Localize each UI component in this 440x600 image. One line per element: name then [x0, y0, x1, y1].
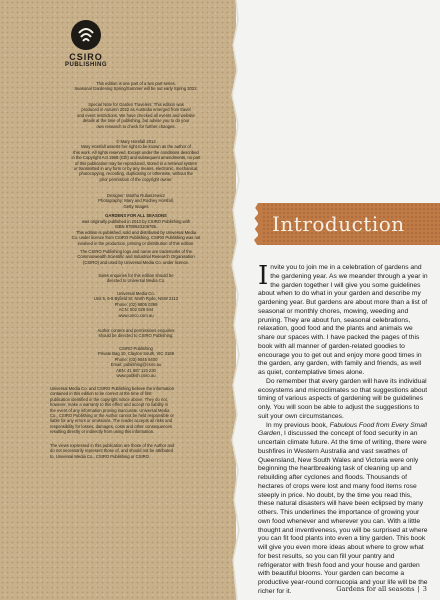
permissions-note: Author content and permissions enquiries should be directed to CSIRO Publishing:: [97, 328, 175, 339]
chapter-title-banner: [258, 203, 440, 245]
logo-wordmark: CSIRO: [69, 52, 103, 62]
chapter-body: [258, 261, 428, 597]
colophon: [50, 0, 222, 600]
copyright-notice: © Mary Horsfall 2012 Mary Horsfall asserts her right to be known as the author of this work. All rights reserved. Except under the conditions described in the Copyright Act 1968 (Cth) and subsequent amendments, no part of this publication may be reproduced, stored in a retrieval system or transmitted in any form or by any means, electronic, mechanical, photocopying, recording, duplicating or otherwise, without the prior permission of the copyright owner.: [71, 139, 201, 182]
special-note: Special Note for Garden Travelers: This edition was produced in Autumn 2022 as Australia emerged from travel and event restrictions. We have checked all events and website details at the time of publishing, but advise you to do your own research to check for further changes.: [77, 102, 195, 129]
page-number: 3: [422, 585, 427, 593]
sales-enquiries: Sales enquiries for this edition should be directed to Universal Media Co.: [98, 273, 174, 284]
drop-cap: I: [258, 261, 269, 291]
running-footer: [336, 585, 427, 593]
body-paragraph: Do remember that every garden will have its individual ecosystems and microclimates so that suggestions about timing of various aspects of gardening will be guidelines only. You will soon be able to adjust the suggestions to suit your own circumstances.: [258, 377, 428, 420]
series-body: was originally published in 2013 by CSIRO Publishing with ISBN 9780643106765. This edition is published, sold and distributed by Universal Media Co. under licence from CSIRO Publishing. CSIRO Publishing was not involved in the production, printing or distribution of this edition.: [71, 219, 201, 246]
umc-address: Universal Media Co. Unit 5, 6-8 Byfield St, North Ryde, NSW 2113 Phone: (02) 9805 0399 ACN: 002 028 944 www.umco.com.au: [94, 291, 178, 318]
running-title: Gardens for all seasons: [336, 585, 415, 593]
trademark-notice: The CSIRO Publishing logo and name are trademarks of the Commonwealth Scientific and Industrial Research Organisation (CSIRO) and used by Universal Media Co. under licence.: [77, 249, 195, 265]
csiro-address: CSIRO Publishing Private Bag 10, Clayton South, VIC 3169 Phone: (03) 9545 8400 Email: publishing@csiro.au ABN: 41 687 119 230 www.publish.csiro.au: [98, 346, 174, 379]
views-disclaimer: The views expressed in this publication are those of the Author and do not necessarily represent those of, and should not be attributed to, Universal Media Co., CSIRO Publishing or CSIRO.: [50, 443, 175, 459]
footer-separator: |: [417, 585, 420, 593]
body-paragraph: In my previous book, Fabulous Food from Every Small Garden, I discussed the concept of food security in an uncertain climate future. At the time of writing, there were bushfires in Western Australia and vast swathes of Queensland, New South Wales and Victoria were only beginning the heartbreaking task of cleaning up and rebuilding after cyclones and floods. Thousands of hectares of crops were lost and many food items rose steeply in price. No doubt, by the time you read this, these natural disasters will have been eclipsed by many others. This underlines the importance of growing your own food whenever and wherever you can. With a little thought and inventiveness, you will be surprised at where you can fit food plants into even a tiny garden. This book will give you even more ideas about where to grow what for best results, so you can fill your pantry and refrigerator with fresh food and your house and garden with beautiful blooms. Your garden can become a productive year-round cornucopia and your life will be the richer for it.: [258, 421, 428, 595]
credits: Designer: Martha Rubaszewicz Photography: Mary and Rodney Horsfall, Getty Images: [98, 193, 174, 209]
torn-paper-edge: [226, 0, 250, 600]
series-title: GARDENS FOR ALL SEASONS: [105, 213, 167, 218]
logo-publishing: PUBLISHING: [64, 62, 107, 68]
disclaimer: Universal Media Co. and CSIRO Publishing believe the information contained in this edition to be correct at the time of first publication identified in the copyright notice above. They do not, however, make a warranty to this effect and accept no liability in the event of any information proving inaccurate. Universal Media Co., CSIRO Publishing or the Author cannot be held responsible or liable for any errors or omissions. The reader accepts all risks and responsibility for losses, damages, costs and other consequences resulting directly or indirectly from using this information.: [50, 386, 175, 435]
chapter-title: Introduction: [272, 212, 405, 236]
body-paragraph: Invite you to join me in a celebration of gardens and the gardening year. As we meander through a year in the garden together I will give you some guidelines about when to do what in your garden and describe my gardening year. But gardens are about more than a list of seasonal or monthly chores, mowing, weeding and pruning. They are about fun, seasonal celebrations, relaxation, good food and the plants and animals we share our spaces with. I have packed the pages of this book with all manner of garden-related goodies to encourage you to get out and enjoy more good times in the garden, any garden, with family and friends, as well as quiet, contemplative times alone.: [258, 261, 428, 376]
book-title-italic: Fabulous Food from Every Small Garden: [258, 421, 427, 438]
edition-note: This edition is one part of a two part series. Seasonal Gardening Spring/Summer will be out early Spring 2022.: [74, 81, 198, 92]
